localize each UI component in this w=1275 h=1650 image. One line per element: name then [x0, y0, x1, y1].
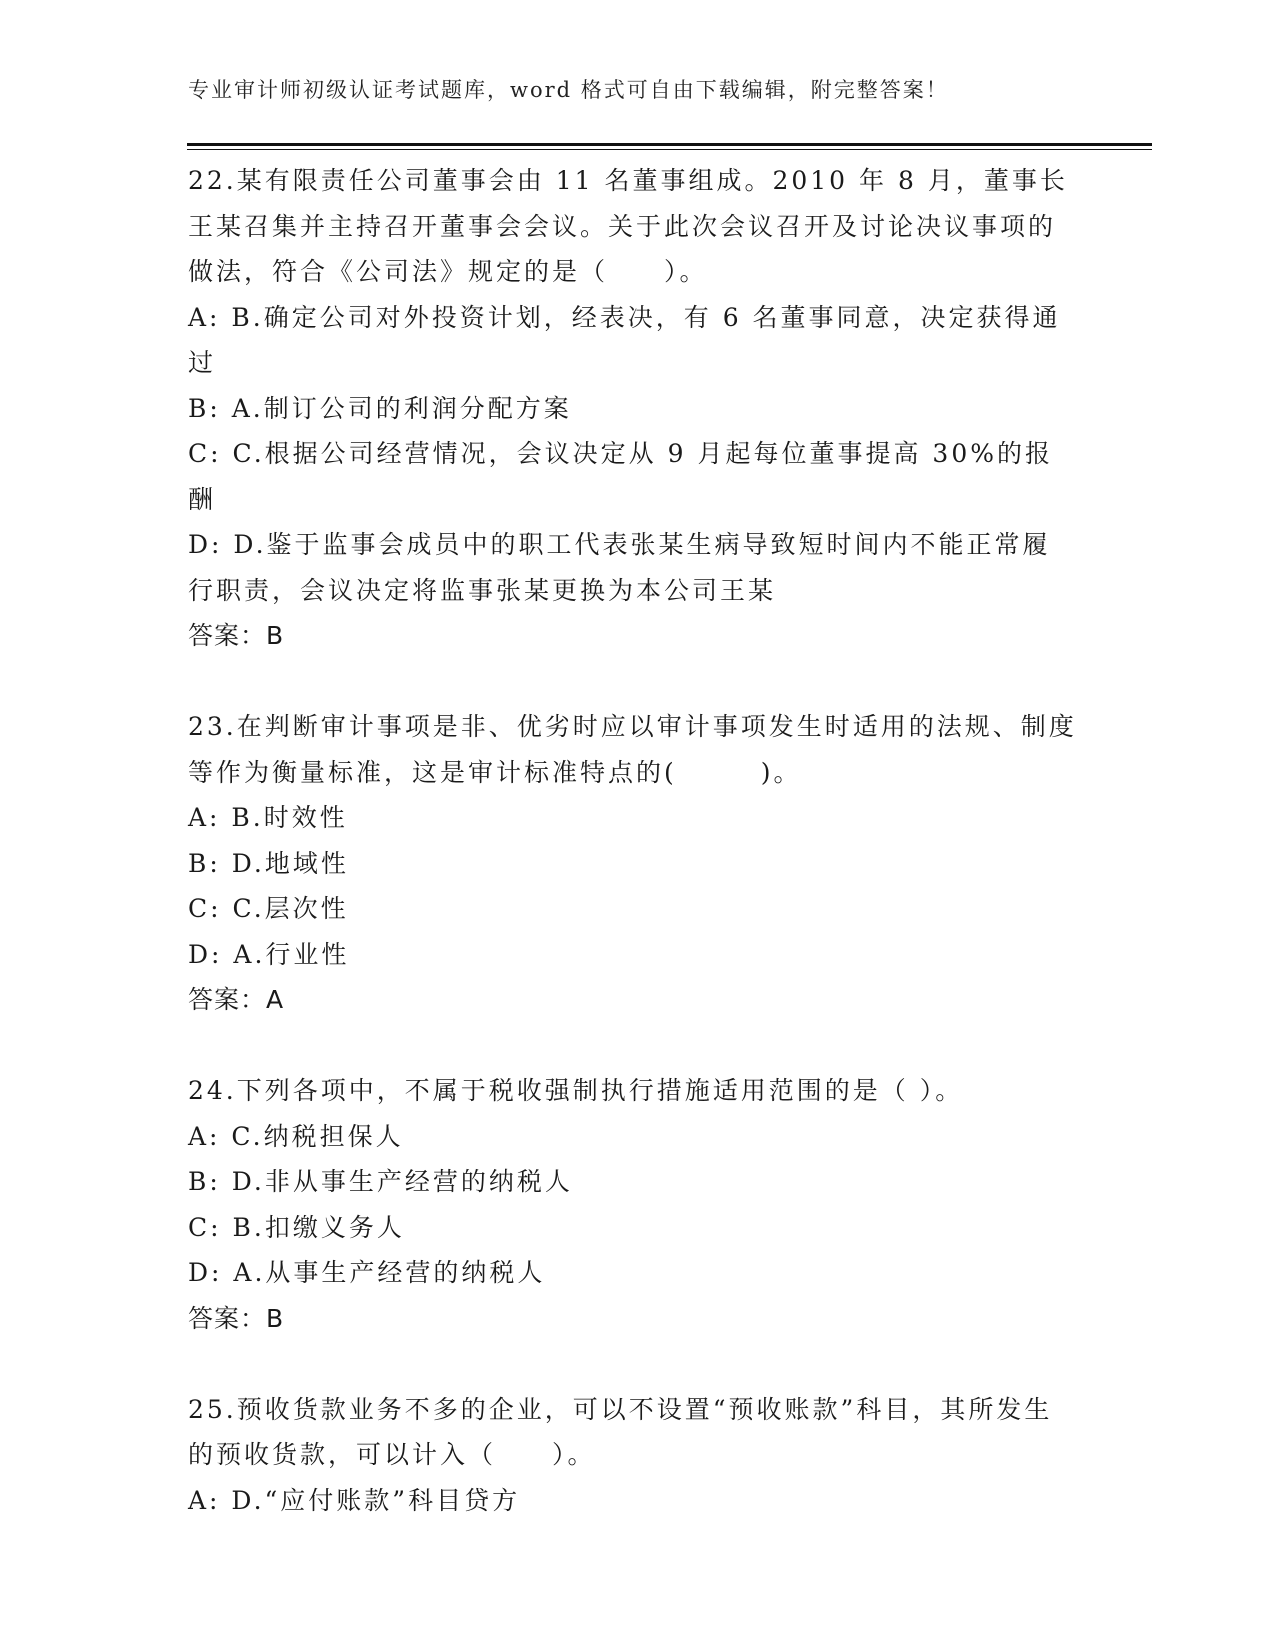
question-stem: 22.某有限责任公司董事会由 11 名董事组成。2010 年 8 月，董事长王某召集并主持召开董事会会议。关于此次会议召开及讨论决议事项的做法，符合《公司法》规定的是（ ）。 [188, 166, 1068, 286]
page-header: 专业审计师初级认证考试题库，word 格式可自由下载编辑，附完整答案！ [188, 78, 949, 102]
option-a: A: C.纳税担保人 [188, 1121, 404, 1151]
question-spacer [188, 659, 1078, 705]
option-d: D: A.从事生产经营的纳税人 [188, 1258, 546, 1287]
header-rule-thick [187, 143, 1152, 146]
option-d: D: A.行业性 [188, 939, 350, 969]
header-rule-thin [187, 149, 1152, 150]
answer-line: 答案：A [188, 985, 285, 1014]
option-a: A: B.确定公司对外投资计划，经表决，有 6 名董事同意，决定获得通过 [188, 302, 1061, 377]
question-24 [188, 1068, 1078, 1341]
question-22 [188, 158, 1078, 659]
option-c: C: B.扣缴义务人 [188, 1212, 405, 1242]
question-list [188, 158, 1078, 1523]
option-d: D: D.鉴于监事会成员中的职工代表张某生病导致短时间内不能正常履行职责，会议决定将监事张某更换为本公司王某 [188, 530, 1051, 605]
option-a: A: B.时效性 [188, 803, 348, 832]
question-stem: 23.在判断审计事项是非、优劣时应以审计事项发生时适用的法规、制度等作为衡量标准，这是审计标准特点的( )。 [188, 712, 1077, 787]
answer-line: 答案：B [188, 1303, 285, 1333]
question-25 [188, 1387, 1078, 1524]
option-b: B: D.地域性 [188, 848, 349, 878]
option-a: A: D.“应付账款”科目贷方 [188, 1485, 521, 1515]
option-c: C: C.层次性 [188, 894, 349, 923]
question-stem: 24.下列各项中，不属于税收强制执行措施适用范围的是（ ）。 [188, 1076, 964, 1105]
option-b: B: D.非从事生产经营的纳税人 [188, 1167, 573, 1196]
question-23 [188, 704, 1078, 1023]
question-spacer [188, 1341, 1078, 1387]
question-stem: 25.预收货款业务不多的企业，可以不设置“预收账款”科目，其所发生的预收货款，可以计入（ ）。 [188, 1394, 1053, 1469]
answer-line: 答案：B [188, 621, 285, 650]
question-spacer [188, 1023, 1078, 1069]
option-c: C: C.根据公司经营情况，会议决定从 9 月起每位董事提高 30%的报酬 [188, 439, 1053, 514]
option-b: B: A.制订公司的利润分配方案 [188, 393, 572, 423]
